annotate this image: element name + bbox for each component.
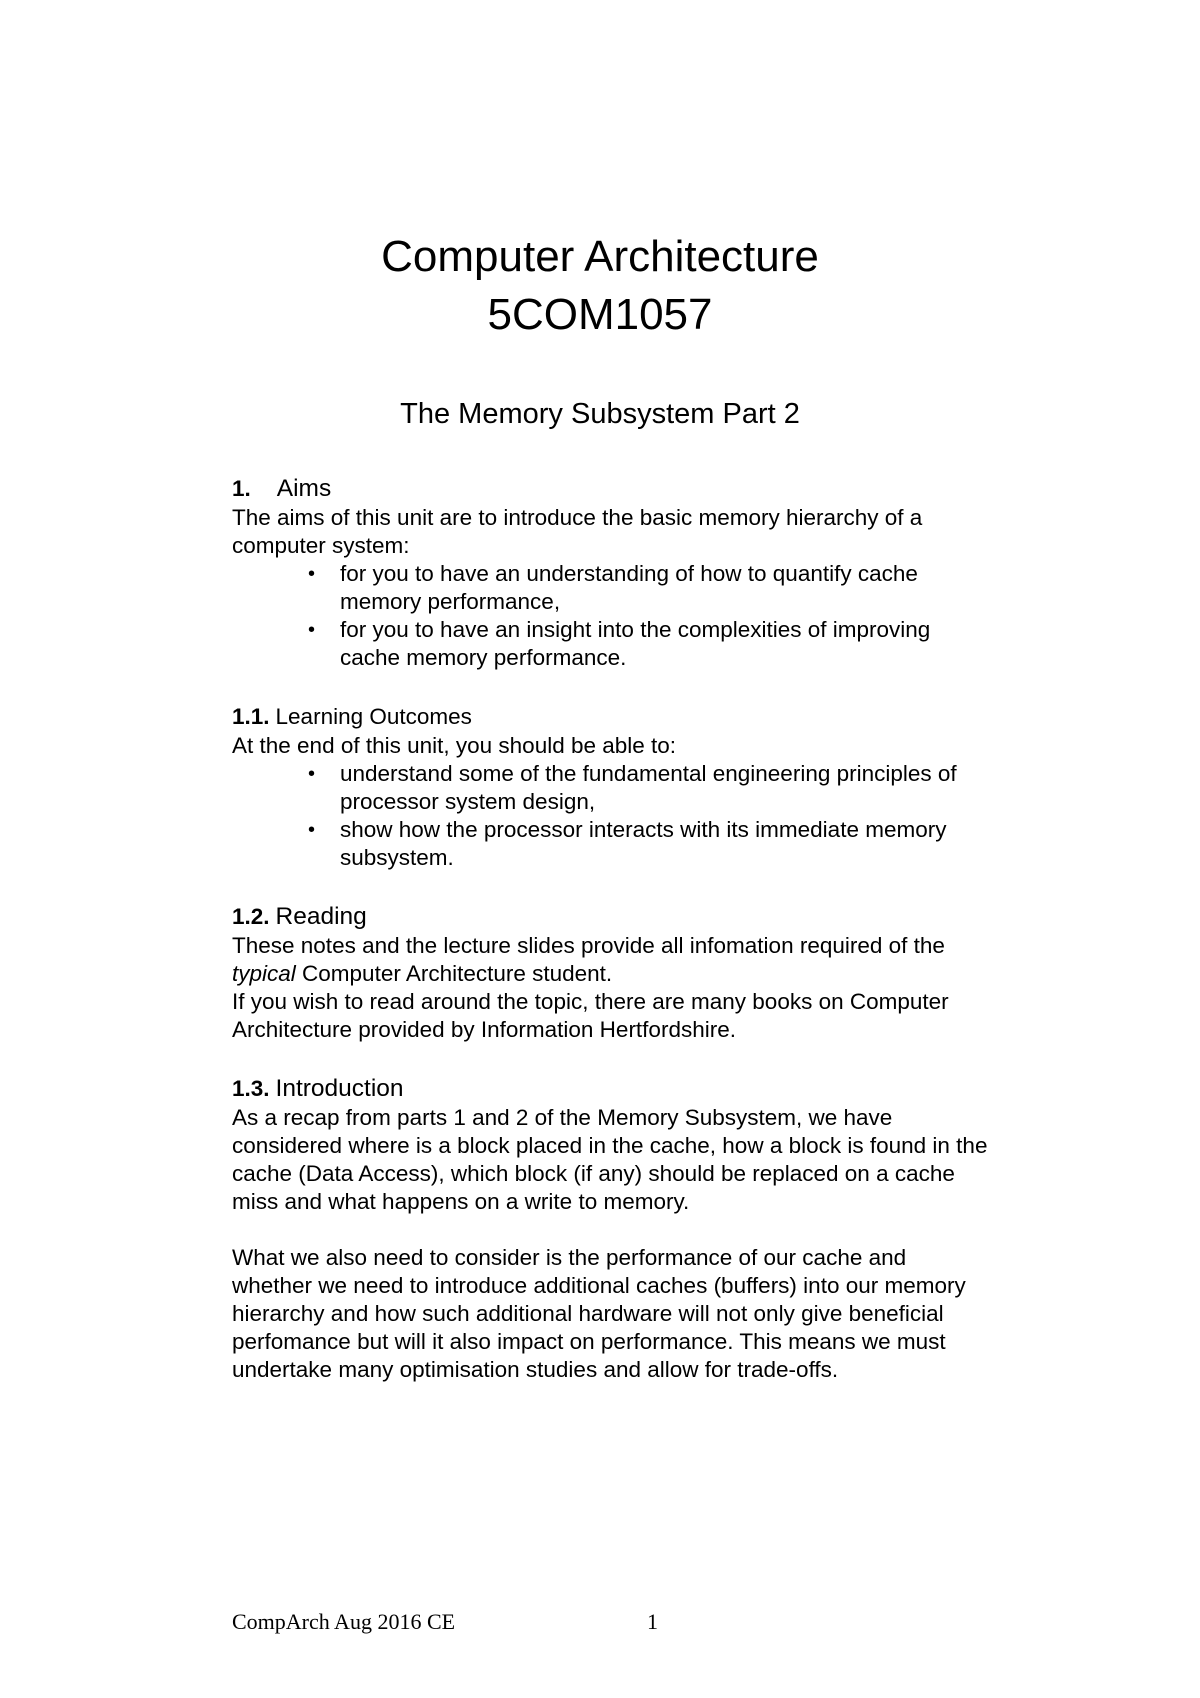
list-item [308, 560, 992, 616]
page-footer [232, 1608, 992, 1636]
reading-text-before: These notes and the lecture slides provide all infomation required of the [232, 933, 945, 958]
section-number: 1.1. [232, 704, 270, 729]
list-item [308, 816, 992, 872]
section-title: Introduction [275, 1075, 404, 1102]
list-item-text: show how the processor interacts with its immediate memory subsystem. [340, 817, 947, 870]
section-title: Learning Outcomes [275, 704, 472, 729]
spacer [232, 1044, 992, 1074]
spacer [232, 1216, 992, 1244]
section-heading-aims [232, 474, 992, 504]
section-number: 1.2. [232, 904, 270, 929]
module-code: 5COM1057 [487, 290, 713, 339]
spacer [232, 872, 992, 902]
aims-intro: The aims of this unit are to introduce the basic memory hierarchy of a computer system: [232, 505, 923, 558]
introduction-paragraph-1: As a recap from parts 1 and 2 of the Memory Subsystem, we have considered where is a block placed in the cache, how a block is found in the cache (Data Access), which block (if any) should be replaced on a cache miss and what happens on a write to memory. [232, 1105, 988, 1214]
document-title: Computer Architecture [381, 232, 819, 281]
reading-text-after: Computer Architecture student. [295, 961, 613, 986]
learning-outcomes-intro: At the end of this unit, you should be able to: [232, 733, 677, 758]
footer-text: CompArch Aug 2016 CE [232, 1609, 456, 1634]
list-item-text: for you to have an understanding of how to quantify cache memory performance, [340, 561, 918, 614]
reading-paragraph-2: If you wish to read around the topic, there are many books on Computer Architecture provided by Information Hertfordshire. [232, 989, 949, 1042]
bullet-icon: • [308, 563, 316, 585]
section-title: Aims [276, 475, 332, 502]
bullet-icon: • [308, 763, 316, 785]
reading-emphasis: typical [232, 961, 296, 986]
page-number: 1 [647, 1609, 658, 1634]
list-item [308, 616, 992, 672]
section-title: Reading [275, 903, 367, 930]
document-body [232, 474, 992, 1384]
introduction-paragraph-2: What we also need to consider is the performance of our cache and whether we need to introduce additional caches (buffers) into our memory hierarchy and how such additional hardware will not only give beneficial perfomance but will it also impact on performance. This means we must undertake many optimisation studies and allow for trade-offs. [232, 1245, 966, 1382]
title-block [0, 228, 1200, 344]
section-heading-learning-outcomes [232, 702, 992, 732]
section-number: 1.3. [232, 1076, 270, 1101]
document-subtitle: The Memory Subsystem Part 2 [400, 398, 800, 430]
spacer [232, 672, 992, 702]
bullet-icon: • [308, 619, 316, 641]
aims-list [232, 560, 992, 672]
list-item-text: for you to have an insight into the complexities of improving cache memory performance. [340, 617, 931, 670]
bullet-icon: • [308, 819, 316, 841]
list-item [308, 760, 992, 816]
reading-paragraph-1 [232, 932, 992, 988]
learning-outcomes-list [232, 760, 992, 872]
list-item-text: understand some of the fundamental engineering principles of processor system design, [340, 761, 957, 814]
section-number: 1. [232, 476, 251, 501]
section-heading-introduction [232, 1074, 992, 1104]
section-heading-reading [232, 902, 992, 932]
